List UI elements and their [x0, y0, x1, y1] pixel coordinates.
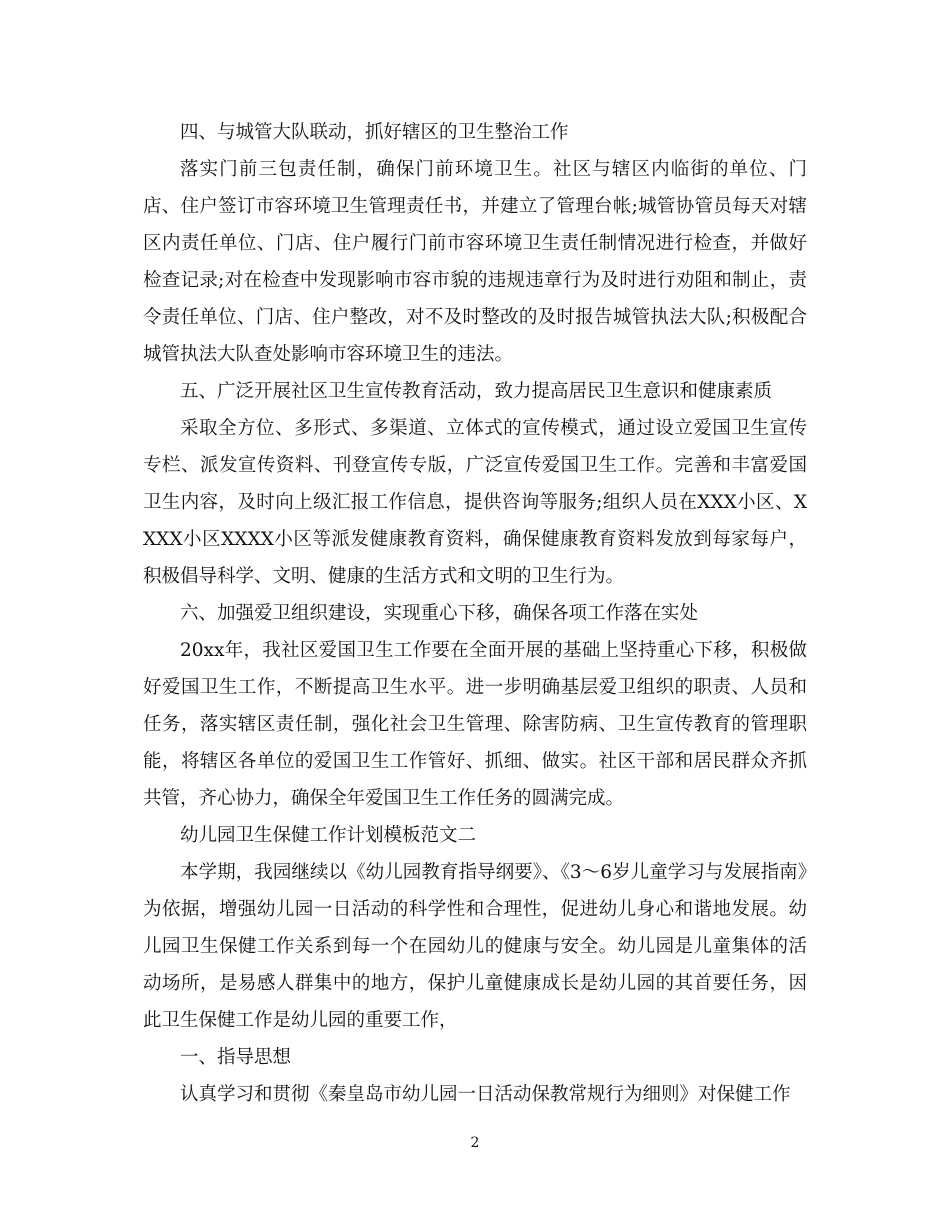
section-heading-5: 五、广泛开展社区卫生宣传教育活动，致力提高居民卫生意识和健康素质	[180, 381, 773, 402]
paragraph-city-management: 落实门前三包责任制，确保门前环境卫生。社区与辖区内临街的单位、门店、住户签订市容环境卫生管理责任书，并建立了管理台帐;城管协管员每天对辖区内责任单位、门店、住户履行门前市容环境卫生责任制情况进行检查，并做好检查记录;对在检查中发现影响市容市貌的违规违章行为及时进行劝阻和制止，责令责任单位、门店、住户整改，对不及时整改的及时报告城管执法大队;积极配合城管执法大队查处影响市容环境卫生的违法。	[143, 159, 807, 365]
section-heading-guiding-thought: 一、指导思想	[180, 1047, 292, 1068]
paragraph-health-education: 采取全方位、多形式、多渠道、立体式的宣传模式，通过设立爱国卫生宣传专栏、派发宣传资料、刊登宣传专版，广泛宣传爱国卫生工作。完善和丰富爱国卫生内容，及时向上级汇报工作信息，提供咨询等服务;组织人员在XXX小区、XXXX小区XXXX小区等派发健康教育资料，确保健康教育资料发放到每家每户，积极倡导科学、文明、健康的生活方式和文明的卫生行为。	[143, 418, 807, 587]
paragraph-kindergarten-intro: 本学期，我园继续以《幼儿园教育指导纲要》、《3～6岁儿童学习与发展指南》为依据，增强幼儿园一日活动的科学性和合理性，促进幼儿身心和谐地发展。幼儿园卫生保健工作关系到每一个在园幼儿的健康与安全。幼儿园是儿童集体的活动场所，是易感人群集中的地方，保护儿童健康成长是幼儿园的其首要任务，因此卫生保健工作是幼儿园的重要工作，	[143, 862, 807, 1031]
template-title-2: 幼儿园卫生保健工作计划模板范文二	[180, 825, 477, 846]
page-number: 2	[470, 1135, 480, 1151]
section-heading-6: 六、加强爱卫组织建设，实现重心下移，确保各项工作落在实处	[180, 603, 699, 624]
section-heading-4: 四、与城管大队联动，抓好辖区的卫生整治工作	[180, 122, 569, 143]
paragraph-organization: 20xx年，我社区爱国卫生工作要在全面开展的基础上坚持重心下移，积极做好爱国卫生工作，不断提高卫生水平。进一步明确基层爱卫组织的职责、人员和任务，落实辖区责任制，强化社会卫生管理、除害防病、卫生宣传教育的管理职能，将辖区各单位的爱国卫生工作管好、抓细、做实。社区干部和居民群众齐抓共管，齐心协力，确保全年爱国卫生工作任务的圆满完成。	[143, 640, 807, 809]
document-body	[143, 114, 807, 1113]
paragraph-guiding-thought: 认真学习和贯彻《秦皇岛市幼儿园一日活动保教常规行为细则》对保健工作	[180, 1084, 791, 1105]
